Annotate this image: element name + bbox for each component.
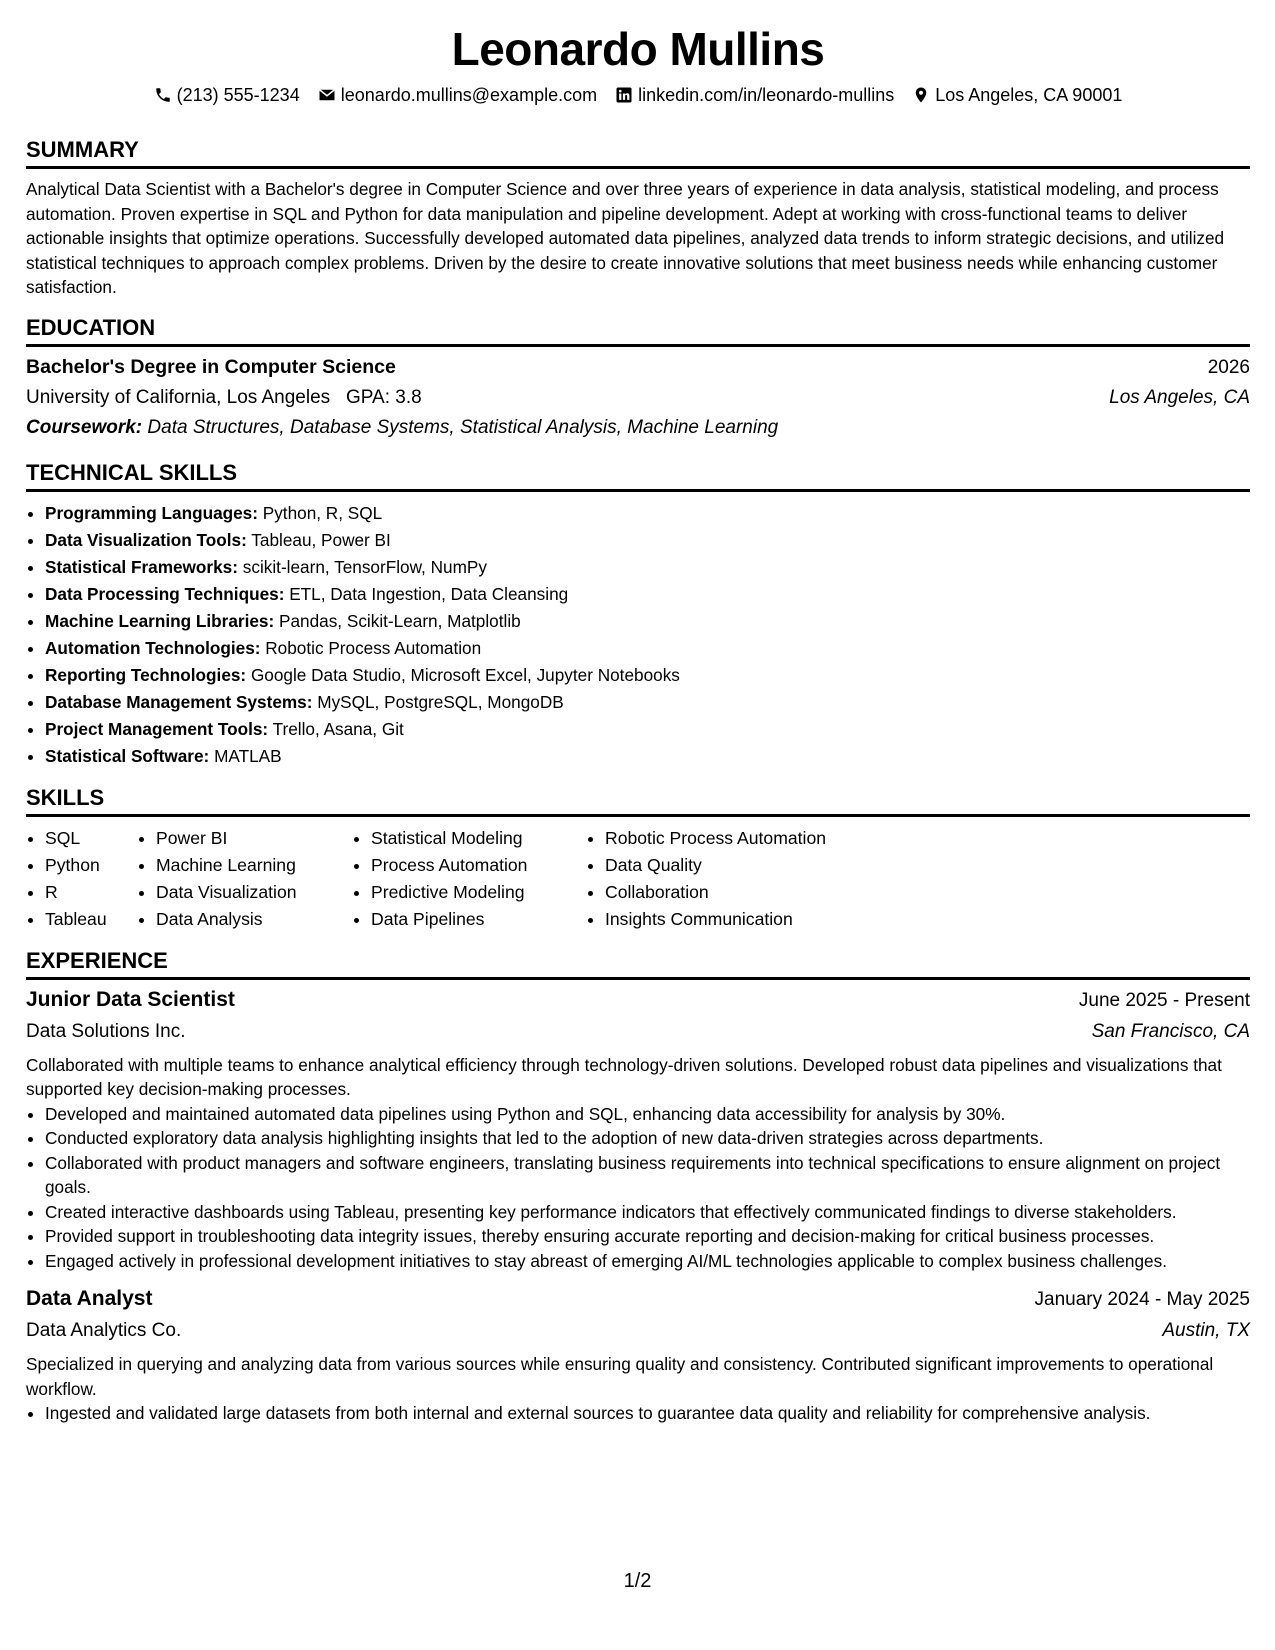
section-title-education: EDUCATION [26, 314, 1250, 347]
list-item: • Database Management Systems: MySQL, PostgreSQL, MongoDB [45, 689, 1250, 716]
technical-skills-list [26, 500, 1250, 770]
linkedin-contact[interactable] [615, 82, 894, 108]
company-name: Data Solutions Inc. [26, 1020, 186, 1042]
skill-item: • Tableau [45, 906, 137, 933]
school-info [26, 383, 422, 413]
skill-item: • Process Automation [371, 852, 586, 879]
skill-item: • Data Quality [605, 852, 905, 879]
graduation-year: 2026 [1207, 356, 1250, 378]
skill-item: • Power BI [156, 825, 352, 852]
job-title: Data Analyst [26, 1287, 153, 1310]
list-item: • Developed and maintained automated data pipelines using Python and SQL, enhancing data accessibility for analysis by 30%. [45, 1102, 1250, 1127]
list-item: • Data Processing Techniques: ETL, Data Ingestion, Data Cleansing [45, 581, 1250, 608]
job-company-row [26, 1316, 1250, 1346]
location-text: Los Angeles, CA 90001 [935, 85, 1123, 105]
job-header [26, 984, 1250, 1017]
job-dates: June 2025 - Present [1078, 989, 1250, 1011]
skills-section [26, 784, 1250, 933]
job-bullets [26, 1102, 1250, 1274]
job-description: Specialized in querying and analyzing data from various sources while ensuring quality and consistency. Contributed significant improvements to operational workflow. [26, 1354, 1214, 1399]
job-bullets [26, 1401, 1250, 1426]
job-entry [26, 984, 1250, 1274]
education-degree-row [26, 352, 1250, 383]
list-item: • Machine Learning Libraries: Pandas, Scikit-Learn, Matplotlib [45, 608, 1250, 635]
experience-section [26, 947, 1250, 1426]
job-location: Austin, TX [1162, 1320, 1250, 1341]
phone-text: (213) 555-1234 [176, 85, 300, 105]
email-contact[interactable] [318, 82, 597, 108]
phone-contact [154, 82, 300, 108]
school-location: Los Angeles, CA [1109, 386, 1250, 408]
coursework [26, 413, 1250, 443]
skills-grid [26, 825, 1250, 933]
location-contact [912, 82, 1122, 108]
list-item: • Collaborated with product managers and software engineers, translating business requirements into technical specifications to ensure alignment on project goals. [45, 1151, 1250, 1200]
skill-item: • Data Visualization [156, 879, 352, 906]
list-item: • Project Management Tools: Trello, Asana, Git [45, 716, 1250, 743]
skill-item: • Predictive Modeling [371, 879, 586, 906]
summary-text: Analytical Data Scientist with a Bachelor's degree in Computer Science and over three years of experience in data analysis, statistical modeling, and process automation. Proven expertise in SQL and Python for data manipulation and pipeline development. Adept at working with cross-functional teams to deliver actionable insights that optimize operations. Successfully developed automated data pipelines, analyzed data trends to inform strategic decisions, and utilized statistical techniques to approach complex problems. Driven by the desire to create innovative solutions that meet business needs while enhancing customer satisfaction. [26, 179, 1225, 297]
skill-item: • Python [45, 852, 137, 879]
coursework-list: Data Structures, Database Systems, Statistical Analysis, Machine Learning [147, 416, 779, 438]
job-description: Collaborated with multiple teams to enhance analytical efficiency through technology-driven solutions. Developed robust data pipelines and visualizations that supported key decision-making processes. [26, 1054, 1222, 1099]
list-item: • Data Visualization Tools: Tableau, Power BI [45, 527, 1250, 554]
skill-item: • Insights Communication [605, 906, 905, 933]
envelope-icon [318, 86, 336, 104]
job-entry [26, 1283, 1250, 1426]
list-item: • Statistical Frameworks: scikit-learn, TensorFlow, NumPy [45, 554, 1250, 581]
list-item: • Conducted exploratory data analysis highlighting insights that led to the adoption of new data-driven strategies across departments. [45, 1126, 1250, 1151]
job-location: San Francisco, CA [1091, 1020, 1250, 1042]
skill-item: • Machine Learning [156, 852, 352, 879]
list-item: • Automation Technologies: Robotic Process Automation [45, 635, 1250, 662]
job-company-row [26, 1017, 1250, 1047]
company-name: Data Analytics Co. [26, 1320, 182, 1341]
education-school-row [26, 383, 1250, 413]
page-number: 1/2 [623, 1570, 652, 1592]
skill-item: • Collaboration [605, 879, 905, 906]
degree-name: Bachelor's Degree in Computer Science [26, 355, 396, 378]
resume-page [26, 18, 1250, 1426]
skills-column [352, 825, 586, 933]
list-item: • Engaged actively in professional development initiatives to stay abreast of emerging AI/ML technologies applicable to complex business challenges. [45, 1249, 1250, 1274]
list-item: • Ingested and validated large datasets from both internal and external sources to guarantee data quality and reliability for comprehensive analysis. [45, 1401, 1250, 1426]
list-item: • Created interactive dashboards using Tableau, presenting key performance indicators that effectively communicated findings to diverse stakeholders. [45, 1200, 1250, 1225]
coursework-label: Coursework: [26, 416, 143, 438]
linkedin-icon [615, 86, 633, 104]
phone-icon [154, 86, 172, 104]
section-title-skills: SKILLS [26, 784, 1250, 817]
contact-bar [26, 82, 1250, 108]
list-item: • Statistical Software: MATLAB [45, 743, 1250, 770]
job-header [26, 1283, 1250, 1316]
section-title-technical-skills: TECHNICAL SKILLS [26, 459, 1250, 492]
list-item: • Reporting Technologies: Google Data Studio, Microsoft Excel, Jupyter Notebooks [45, 662, 1250, 689]
skill-item: • Data Analysis [156, 906, 352, 933]
job-title: Junior Data Scientist [26, 987, 235, 1011]
summary-section [26, 136, 1250, 300]
skills-column [137, 825, 352, 933]
candidate-name: Leonardo Mullins [451, 23, 825, 75]
list-item: • Provided support in troubleshooting data integrity issues, thereby ensuring accurate reporting and decision-making for critical business processes. [45, 1224, 1250, 1249]
skills-column [586, 825, 905, 933]
list-item: • Programming Languages: Python, R, SQL [45, 500, 1250, 527]
section-title-experience: EXPERIENCE [26, 947, 1250, 980]
skills-column [26, 825, 137, 933]
skill-item: • Robotic Process Automation [605, 825, 905, 852]
skill-item: • SQL [45, 825, 137, 852]
technical-skills-section [26, 459, 1250, 770]
skill-item: • Data Pipelines [371, 906, 586, 933]
school-name: University of California, Los Angeles [26, 386, 331, 408]
job-dates: January 2024 - May 2025 [1034, 1289, 1250, 1310]
email-link[interactable]: leonardo.mullins@example.com [340, 85, 598, 105]
skill-item: • R [45, 879, 137, 906]
linkedin-link[interactable]: linkedin.com/in/leonardo-mullins [638, 85, 895, 105]
education-section [26, 314, 1250, 443]
skill-item: • Statistical Modeling [371, 825, 586, 852]
gpa: GPA: 3.8 [346, 386, 422, 408]
map-pin-icon [912, 86, 930, 104]
section-title-summary: SUMMARY [26, 136, 1250, 169]
